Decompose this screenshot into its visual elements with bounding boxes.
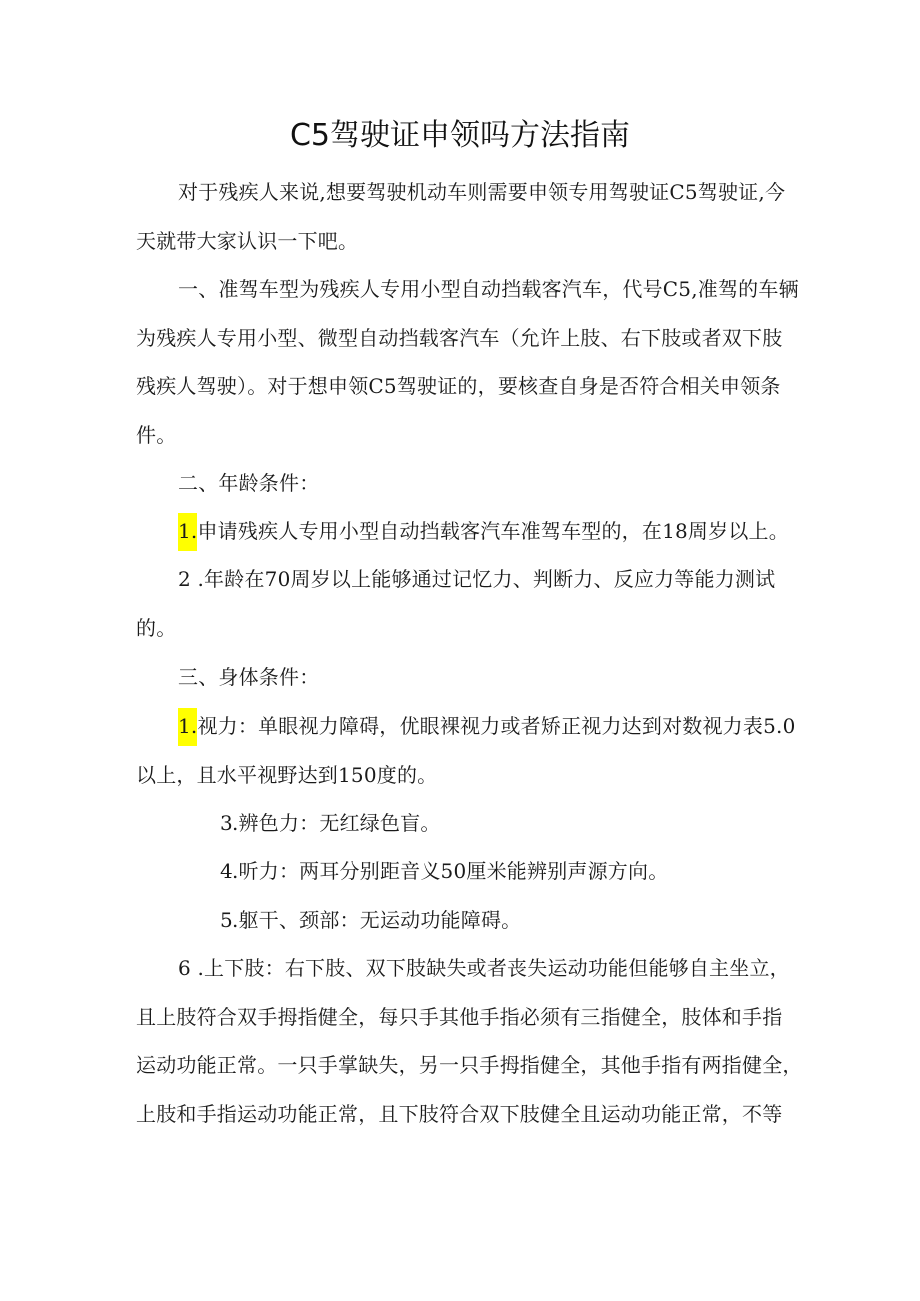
section-2-item-2	[136, 555, 792, 652]
section-3-item-5-text: .躯干、颈部：无运动功能障碍。	[232, 908, 522, 932]
section-3-item-4	[136, 847, 792, 896]
item-number: 3	[220, 811, 233, 835]
section-3-item-1-line-2: 以上，且水平视野达到150度的。	[136, 762, 438, 787]
section-3-item-6-line-1: 6 .上下肢：右下肢、双下肢缺失或者丧失运动功能但能够自主坐立，	[178, 956, 790, 980]
section-3-item-4-text: .听力：两耳分别距音义50厘米能辨别声源方向。	[232, 859, 669, 883]
section-3-item-6	[136, 944, 803, 1138]
section-2-item-1-text: 申请残疾人专用小型自动挡载客汽车准驾车型的，在18周岁以上。	[197, 519, 789, 543]
document-title: C5驾驶证申领吗方法指南	[289, 118, 631, 153]
section-3-item-1-text: 视力：单眼视力障碍，优眼裸视力或者矫正视力达到对数视力表5.0	[197, 714, 796, 738]
section-1-line-4: 件。	[136, 422, 177, 447]
section-3-item-3	[136, 799, 792, 848]
item-number: 4	[220, 859, 233, 883]
section-3-item-6-line-4: 上肢和手指运动功能正常，且下肢符合双下肢健全且运动功能正常，不等	[136, 1101, 783, 1126]
section-3-item-5	[136, 896, 792, 945]
item-number: 5	[220, 908, 233, 932]
section-1-line-1: 一、准驾车型为残疾人专用小型自动挡载客汽车，代号C5,准驾的车辆	[178, 277, 799, 301]
section-1-paragraph	[136, 265, 799, 459]
section-1-line-3: 残疾人驾驶）。对于想申领C5驾驶证的，要核查自身是否符合相关申领条	[136, 374, 781, 398]
intro-paragraph	[136, 168, 792, 265]
section-2-item-2-line-1: 2 .年龄在70周岁以上能够通过记忆力、判断力、反应力等能力测试	[178, 567, 776, 591]
section-3-item-6-line-2: 且上肢符合双手拇指健全，每只手其他手指必须有三指健全，肢体和手指	[136, 1004, 783, 1029]
item-number-highlight: 1.	[178, 513, 197, 551]
section-3-heading-text: 三、身体条件：	[178, 665, 320, 689]
intro-line-2: 天就带大家认识一下吧。	[136, 228, 359, 253]
item-number-highlight: 1.	[178, 708, 197, 746]
section-2-item-1	[136, 507, 792, 556]
intro-line-1: 对于残疾人来说,想要驾驶机动车则需要申领专用驾驶证C5驾驶证,今	[178, 180, 786, 204]
section-1-line-2: 为残疾人专用小型、微型自动挡载客汽车（允许上肢、右下肢或者双下肢	[136, 325, 783, 350]
section-3-item-3-text: .辨色力：无红绿色盲。	[232, 811, 441, 835]
section-3-item-1	[136, 702, 796, 799]
section-2-heading-text: 二、年龄条件：	[178, 471, 320, 495]
section-2-heading	[136, 459, 792, 508]
section-2-item-2-line-2: 的。	[136, 615, 177, 640]
section-3-heading	[136, 653, 792, 702]
section-3-item-6-line-3: 运动功能正常。一只手掌缺失，另一只手拇指健全，其他手指有两指健全，	[136, 1053, 803, 1077]
